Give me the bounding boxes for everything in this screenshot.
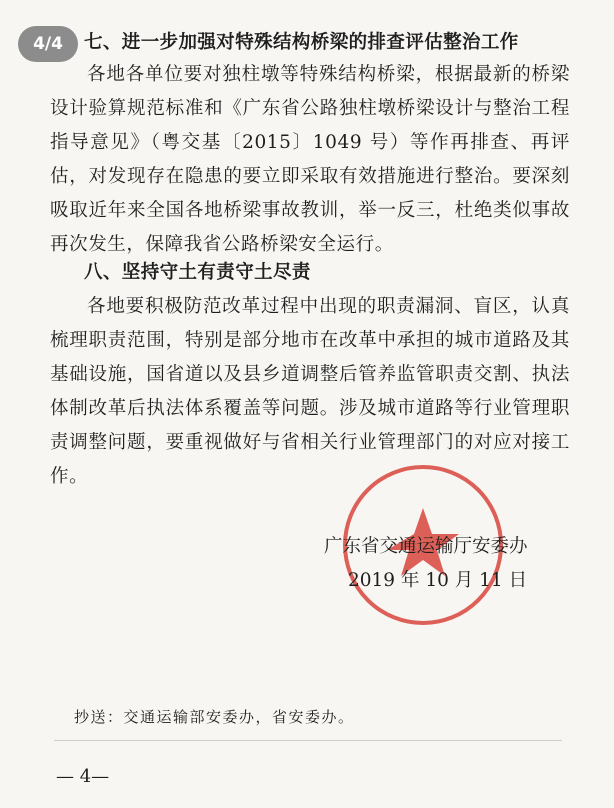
section-8-paragraph: 各地要积极防范改革过程中出现的职责漏洞、盲区，认真梳理职责范围，特别是部分地市在改革中承担的城市道路及其基础设施，国省道以及县乡道调整后管养监管职责交割、执法体制改革后执法体系覆盖等问题。涉及城市道路等行业管理职责调整问题，要重视做好与省相关行业管理部门的对应对接工作。 [50,296,570,487]
footer-divider [54,740,562,741]
cc-line: 抄送：交通运输部安委办，省安委办。 [74,708,355,726]
page-number: — 4— [56,766,110,787]
section-8-heading: 八、坚持守土有责守土尽责 [84,262,311,283]
section-7-paragraph: 各地各单位要对独柱墩等特殊结构桥梁，根据最新的桥梁设计验算规范标准和《广东省公路独柱墩桥梁设计与整治工程指导意见》（粤交基〔2015〕1049 号）等作再排查、再评估，对发现存在隐患的要立即采取有效措施进行整治。要深刻吸取近年来全国各地桥梁事故教训，举一反三，杜绝类似事故再次发生，保障我省公路桥梁安全运行。 [50,64,570,255]
section-7-heading: 七、进一步加强对特殊结构桥梁的排查评估整治工作 [84,32,519,53]
page-counter-badge: 4/4 [18,26,78,62]
issue-date: 2019 年 10 月 11 日 [348,570,528,591]
issuer-signature: 广东省交通运输厅安委办 [324,536,528,557]
